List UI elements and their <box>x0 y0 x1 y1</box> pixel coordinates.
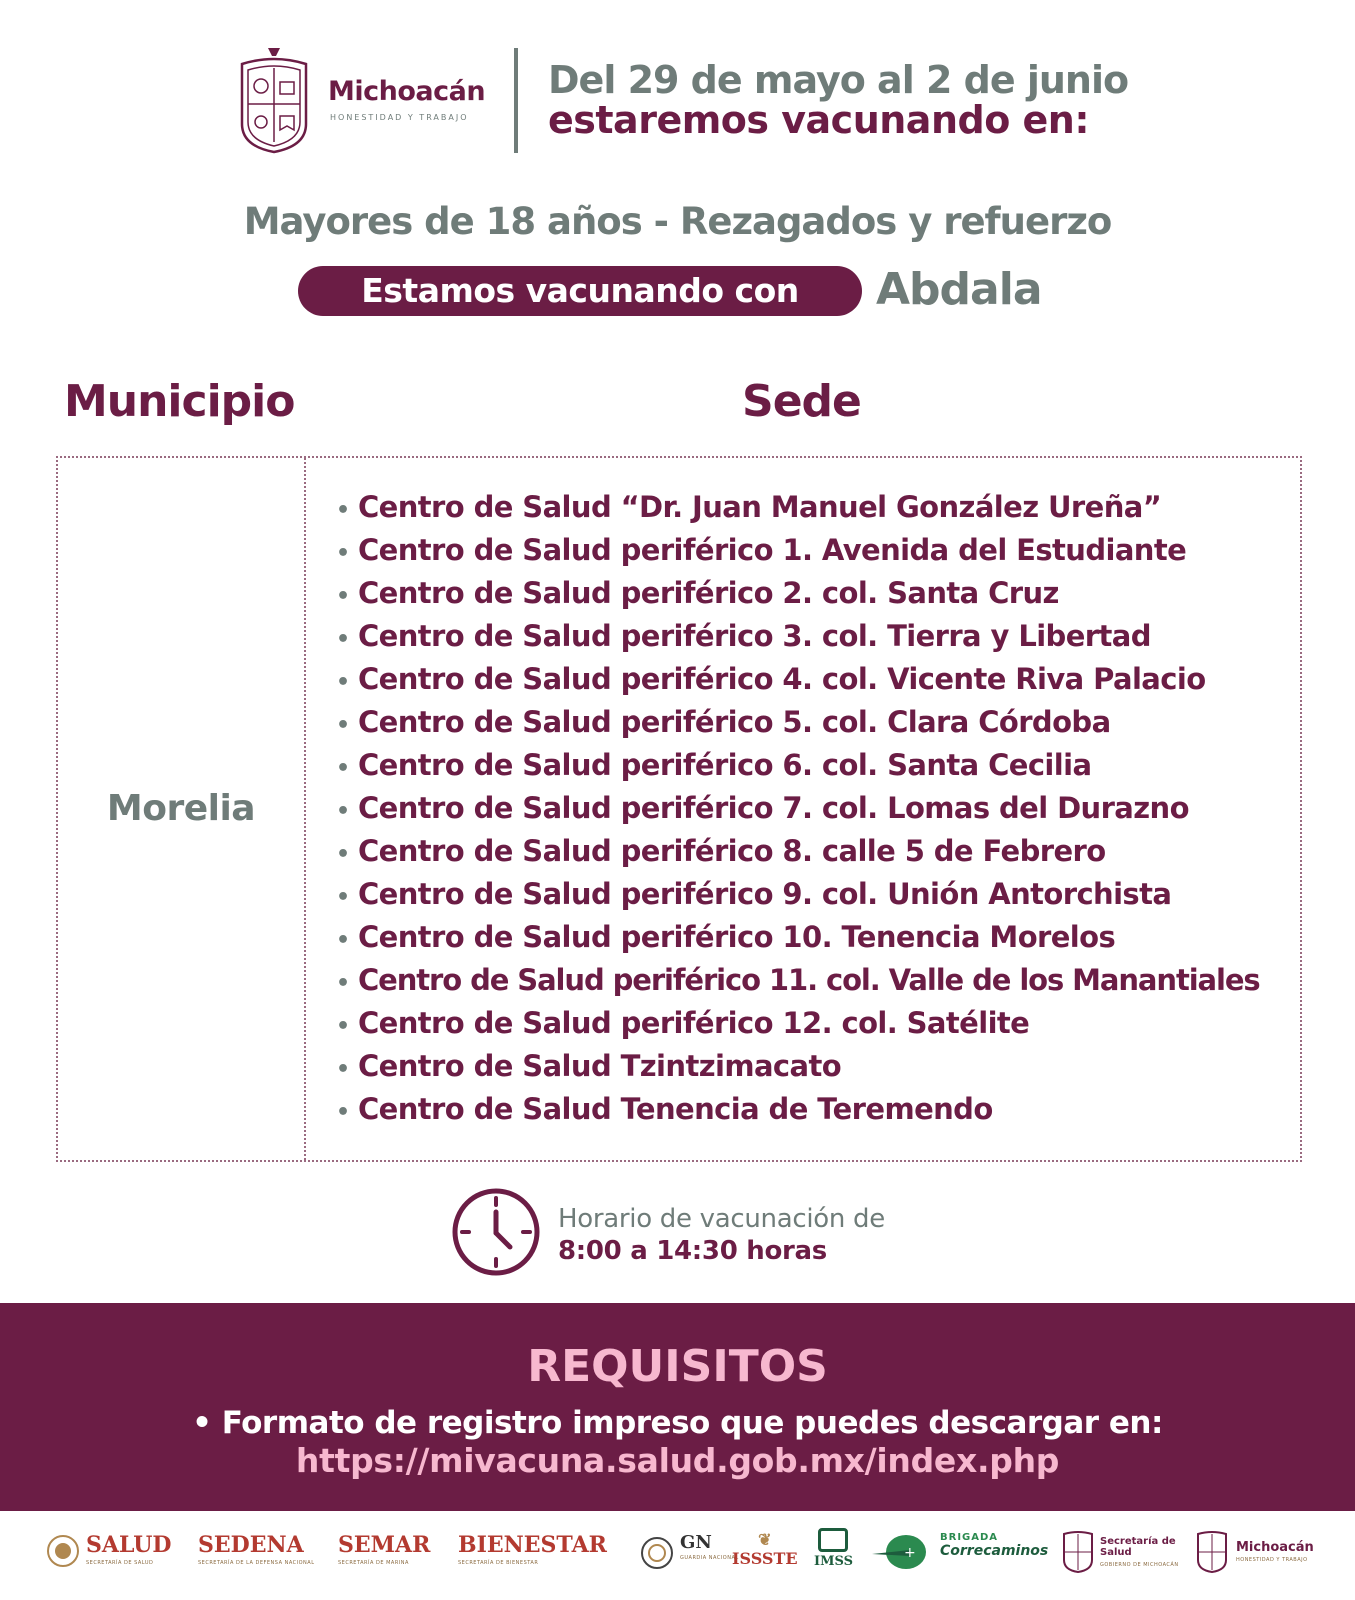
semar-logo: SEMAR SECRETARÍA DE MARINA <box>338 1532 431 1566</box>
sede-item: • Centro de Salud “Dr. Juan Manuel González Ureña” <box>336 490 1162 524</box>
footer-logos <box>0 1518 1355 1600</box>
requisitos-title: REQUISITOS <box>527 1341 828 1392</box>
brigada-correcaminos-logo: BRIGADA Correcaminos <box>940 1532 1049 1559</box>
sede-item: • Centro de Salud periférico 3. col. Tierra y Libertad <box>336 619 1151 653</box>
requisitos-text: • Formato de registro impreso que puedes descargar en: <box>192 1405 1163 1441</box>
michoacan-footer-logo: Michoacán HONESTIDAD Y TRABAJO <box>1236 1540 1314 1563</box>
hours-block <box>450 1186 1050 1278</box>
secretaria-salud-michoacan-logo: Secretaría de Salud GOBIERNO DE MICHOACÁN <box>1100 1536 1179 1568</box>
brigada-emblem-icon <box>870 1532 930 1572</box>
salud-logo: SALUD SECRETARÍA DE SALUD <box>86 1532 172 1566</box>
hours-label: Horario de vacunación de <box>558 1204 885 1234</box>
gn-logo: GN GUARDIA NACIONAL <box>680 1532 739 1561</box>
sede-item: • Centro de Salud Tzintzimacato <box>336 1049 842 1083</box>
mexico-seal-icon <box>46 1534 80 1568</box>
salud-michoacan-crest-icon <box>1062 1528 1094 1574</box>
municipio-cell: Morelia <box>106 788 256 829</box>
brand-name: Michoacán <box>328 76 486 107</box>
bienestar-logo: BIENESTAR SECRETARÍA DE BIENESTAR <box>458 1532 607 1566</box>
michoacan-crest-icon <box>238 46 310 154</box>
sede-item: • Centro de Salud periférico 6. col. Santa Cecilia <box>336 748 1092 782</box>
svg-text:+: + <box>904 1545 916 1561</box>
brand-motto: HONESTIDAD Y TRABAJO <box>330 113 469 122</box>
vaccine-name: Abdala <box>876 264 1042 315</box>
issste-logo: ❦ ISSSTE <box>732 1530 798 1568</box>
date-subtitle: estaremos vacunando en: <box>548 98 1090 142</box>
column-header-municipio: Municipio <box>64 376 295 427</box>
sede-item: • Centro de Salud periférico 4. col. Vicente Riva Palacio <box>336 662 1206 696</box>
column-header-sede: Sede <box>742 376 861 427</box>
sede-item: • Centro de Salud periférico 8. calle 5 de Febrero <box>336 834 1106 868</box>
sedena-logo: SEDENA SECRETARÍA DE LA DEFENSA NACIONAL <box>198 1532 315 1566</box>
sede-item: • Centro de Salud periférico 1. Avenida del Estudiante <box>336 533 1187 567</box>
sites-table <box>56 456 1302 1162</box>
sede-item: • Centro de Salud periférico 12. col. Satélite <box>336 1006 1030 1040</box>
audience-subtitle: Mayores de 18 años - Rezagados y refuerzo <box>243 200 1112 243</box>
sede-item: • Centro de Salud periférico 10. Tenencia Morelos <box>336 920 1116 954</box>
requisitos-banner <box>0 1303 1355 1511</box>
table-column-divider <box>304 458 306 1160</box>
imss-logo: IMSS <box>814 1528 853 1569</box>
sede-item: • Centro de Salud periférico 9. col. Unión Antorchista <box>336 877 1172 911</box>
header <box>0 40 1355 160</box>
registration-link[interactable]: https://mivacuna.salud.gob.mx/index.php <box>295 1441 1060 1480</box>
vaccine-pill: Estamos vacunando con <box>298 266 862 316</box>
header-divider <box>514 48 518 153</box>
sede-item: • Centro de Salud periférico 11. col. Valle de los Manantiales <box>336 963 1260 997</box>
hours-value: 8:00 a 14:30 horas <box>558 1236 827 1266</box>
michoacan-small-crest-icon <box>1196 1528 1228 1574</box>
clock-icon <box>450 1186 542 1278</box>
sede-item: • Centro de Salud periférico 7. col. Lomas del Durazno <box>336 791 1189 825</box>
guardia-nacional-seal-icon <box>640 1536 674 1570</box>
issste-emblem-icon: ❦ <box>758 1530 772 1549</box>
sede-item: • Centro de Salud periférico 5. col. Clara Córdoba <box>336 705 1111 739</box>
sede-list <box>336 486 1260 1131</box>
imss-emblem-icon <box>818 1528 848 1552</box>
sede-item: • Centro de Salud Tenencia de Teremendo <box>336 1092 993 1126</box>
sede-item: • Centro de Salud periférico 2. col. Santa Cruz <box>336 576 1059 610</box>
date-range: Del 29 de mayo al 2 de junio <box>548 58 1129 102</box>
